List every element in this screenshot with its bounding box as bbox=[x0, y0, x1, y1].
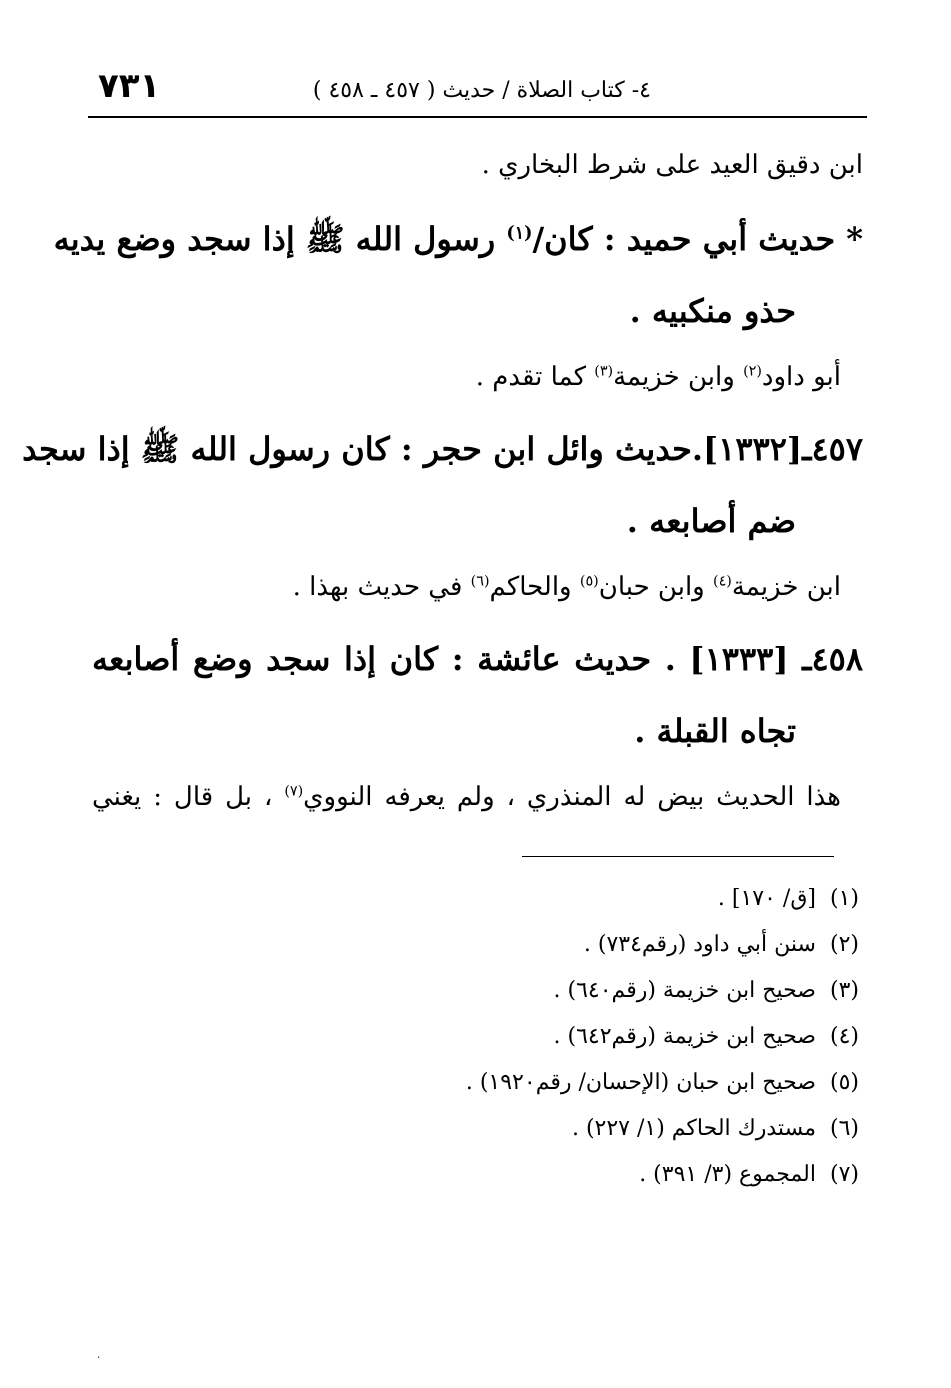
source-line-1 bbox=[476, 362, 841, 392]
footnote-number: (٣) bbox=[829, 978, 859, 1003]
footnote-7 bbox=[639, 1162, 859, 1187]
hadith-humaid-text-a: * حديث أبي حميد : كان/ bbox=[532, 220, 863, 258]
footnote-number: (٥) bbox=[829, 1070, 859, 1095]
footnote-ref-3: (٣) bbox=[594, 363, 614, 380]
footnote-ref-5: (٥) bbox=[579, 573, 599, 590]
hadith-458-line2 bbox=[634, 712, 796, 750]
footnote-number: (١) bbox=[829, 886, 859, 911]
hadith-humaid-line1 bbox=[53, 220, 863, 266]
footnote-text: صحيح ابن حبان (الإحسان/ رقم١٩٢٠) . bbox=[465, 1070, 816, 1095]
hadith-457-line2 bbox=[627, 502, 796, 540]
footnote-ref-6: (٦) bbox=[470, 573, 490, 590]
footnote-number: (٦) bbox=[829, 1116, 859, 1141]
hadith-458-text-a: ٤٥٨ـ [١٣٣٣] . حديث عائشة : كان إذا سجد وضع أصابعه bbox=[92, 640, 864, 678]
hadith-458-text-b: تجاه القبلة . bbox=[634, 712, 796, 750]
hadith-humaid-line2 bbox=[630, 292, 796, 330]
footnote-ref-7: (٧) bbox=[284, 783, 304, 800]
footnote-4 bbox=[554, 1024, 859, 1049]
source-1-part2: وابن خزيمة bbox=[613, 362, 744, 392]
hadith-humaid-text-c: حذو منكبيه . bbox=[629, 292, 796, 330]
stray-mark: ٠ bbox=[96, 1352, 102, 1363]
source-2-part3: والحاكم bbox=[489, 572, 580, 602]
commentary-part1: هذا الحديث بيض له المنذري ، ولم يعرفه النووي bbox=[303, 782, 841, 812]
hadith-457-text-a: ٤٥٧ـ[١٣٣٢].حديث وائل ابن حجر : كان رسول الله ﷺ إذا سجد bbox=[22, 430, 863, 468]
running-header: ٤- كتاب الصلاة / حديث ( ٤٥٧ ـ ٤٥٨ ) bbox=[312, 78, 651, 103]
source-1-part1: أبو داود bbox=[761, 362, 841, 392]
commentary-part2: ، بل قال : يغني bbox=[92, 782, 285, 812]
hadith-humaid-text-b: رسول الله ﷺ إذا سجد وضع يديه bbox=[53, 220, 507, 258]
footnote-number: (٤) bbox=[829, 1024, 859, 1049]
footnote-text: مستدرك الحاكم (١/ ٢٢٧) . bbox=[571, 1116, 816, 1141]
footnote-1 bbox=[718, 886, 859, 911]
footnote-divider bbox=[522, 856, 834, 857]
footnote-ref-4: (٤) bbox=[713, 573, 732, 590]
continuation-text: ابن دقيق العيد على شرط البخاري . bbox=[481, 150, 863, 180]
source-2-part2: وابن حبان bbox=[598, 572, 713, 602]
page-number: ٧٣١ bbox=[98, 66, 161, 106]
footnote-text: صحيح ابن خزيمة (رقم٦٤٠) . bbox=[553, 978, 816, 1003]
source-2-part4: في حديث بهذا . bbox=[292, 572, 471, 602]
footnote-ref-1: (١) bbox=[506, 222, 533, 244]
footnote-text: المجموع (٣/ ٣٩١) . bbox=[639, 1162, 816, 1187]
source-1-part3: كما تقدم . bbox=[475, 362, 595, 392]
continuation-line bbox=[482, 150, 863, 180]
header-divider bbox=[88, 116, 867, 118]
hadith-457-line1 bbox=[22, 430, 863, 476]
source-line-2 bbox=[293, 572, 841, 602]
footnote-ref-2: (٢) bbox=[743, 363, 762, 380]
footnote-text: صحيح ابن خزيمة (رقم٦٤٢) . bbox=[553, 1024, 816, 1049]
footnote-2 bbox=[584, 932, 859, 957]
source-2-part1: ابن خزيمة bbox=[731, 572, 841, 602]
footnote-3 bbox=[554, 978, 859, 1003]
footnote-text: [ق/ ١٧٠] . bbox=[717, 886, 816, 911]
footnote-number: (٧) bbox=[829, 1162, 859, 1187]
footnote-5 bbox=[466, 1070, 859, 1095]
footnote-6 bbox=[572, 1116, 859, 1141]
footnote-text: سنن أبي داود (رقم٧٣٤) . bbox=[583, 932, 816, 957]
hadith-457-text-b: ضم أصابعه . bbox=[626, 502, 796, 540]
footnote-number: (٢) bbox=[829, 932, 859, 957]
commentary-line bbox=[92, 782, 841, 812]
hadith-458-line1 bbox=[92, 640, 863, 678]
